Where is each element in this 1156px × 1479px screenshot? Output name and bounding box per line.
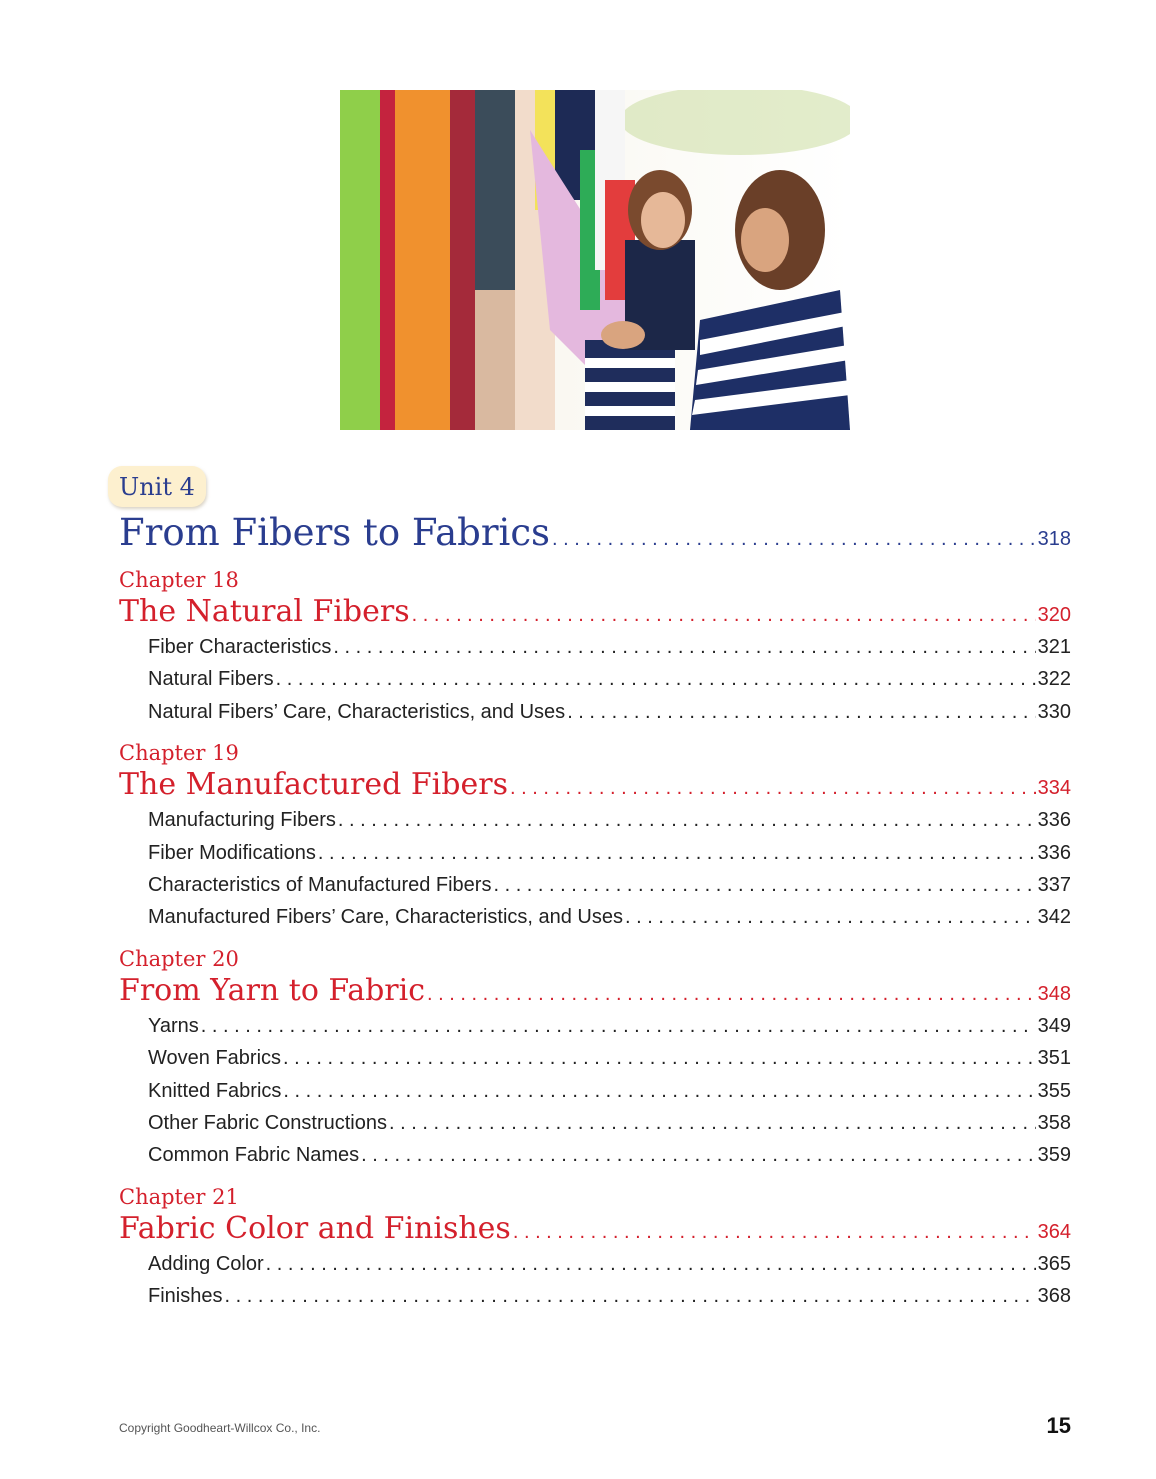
- chapter-title-entry[interactable]: [119, 1210, 1071, 1248]
- section-page-number: 359: [1037, 1144, 1071, 1167]
- section-page-number: 368: [1037, 1285, 1071, 1308]
- section-entry[interactable]: [119, 1010, 1071, 1042]
- section-entry[interactable]: [119, 631, 1071, 663]
- table-of-contents: [119, 466, 1071, 1313]
- section-page-number: 321: [1037, 636, 1071, 658]
- chapter-title-entry[interactable]: [119, 972, 1071, 1010]
- section-page-number: 336: [1037, 841, 1071, 864]
- dot-leader: [427, 983, 1036, 1006]
- page-number: 15: [1046, 1413, 1071, 1438]
- section-label: Yarns: [148, 1014, 199, 1037]
- section-page-number: 336: [1037, 809, 1071, 832]
- dot-leader: [318, 837, 1036, 869]
- section-entry[interactable]: [119, 1280, 1071, 1312]
- scarves-photo: [340, 90, 850, 430]
- photo-scarves-icon: [340, 90, 850, 430]
- section-entry[interactable]: [119, 837, 1071, 869]
- dot-leader: [201, 1010, 1036, 1042]
- dot-leader: [510, 777, 1036, 800]
- dot-leader: [338, 804, 1036, 836]
- dot-leader: [552, 528, 1036, 551]
- unit-title: From Fibers to Fabrics: [119, 511, 551, 554]
- section-page-number: 355: [1037, 1079, 1071, 1102]
- section-entry[interactable]: [119, 1107, 1071, 1139]
- section-page-number: 365: [1037, 1252, 1071, 1275]
- section-label: Fiber Characteristics: [148, 636, 332, 658]
- section-entry[interactable]: [119, 804, 1071, 836]
- chapter-title: The Manufactured Fibers: [119, 767, 508, 803]
- section-label: Fiber Modifications: [148, 841, 316, 864]
- section-label: Knitted Fabrics: [148, 1079, 282, 1102]
- chapter-page-number: 348: [1037, 982, 1071, 1005]
- section-page-number: 337: [1037, 874, 1071, 897]
- section-page-number: 358: [1037, 1112, 1071, 1135]
- section-page-number: 342: [1037, 906, 1071, 929]
- dot-leader: [625, 901, 1036, 933]
- chapter-number: Chapter 21: [119, 1184, 239, 1209]
- dot-leader: [567, 696, 1035, 728]
- section-label: Characteristics of Manufactured Fibers: [148, 874, 492, 897]
- dot-leader: [361, 1139, 1035, 1171]
- unit-title-entry[interactable]: [119, 511, 1071, 555]
- section-entry[interactable]: [119, 901, 1071, 933]
- section-entry[interactable]: [119, 696, 1071, 728]
- section-label: Finishes: [148, 1285, 223, 1308]
- unit-page-number: 318: [1037, 528, 1071, 550]
- section-entry[interactable]: [119, 869, 1071, 901]
- dot-leader: [333, 631, 1035, 663]
- section-label: Adding Color: [148, 1252, 264, 1275]
- chapter-title: From Yarn to Fabric: [119, 972, 426, 1008]
- chapter-page-number: 320: [1037, 604, 1071, 626]
- chapter-title: The Natural Fibers: [119, 594, 410, 629]
- dot-leader: [412, 604, 1036, 627]
- chapter-title: Fabric Color and Finishes: [119, 1210, 511, 1246]
- section-label: Natural Fibers: [148, 668, 274, 691]
- section-label: Manufacturing Fibers: [148, 809, 336, 832]
- section-label: Common Fabric Names: [148, 1144, 360, 1167]
- section-page-number: 349: [1037, 1014, 1071, 1037]
- section-entry[interactable]: [119, 1139, 1071, 1171]
- section-label: Manufactured Fibers’ Care, Characteristics, and Uses: [148, 906, 623, 929]
- chapter-number: Chapter 18: [119, 568, 239, 592]
- chapter-title-entry[interactable]: [119, 766, 1071, 804]
- chapter-number: Chapter 20: [119, 946, 239, 971]
- unit-badge: Unit 4: [108, 466, 206, 507]
- section-page-number: 330: [1037, 700, 1071, 723]
- section-entry[interactable]: [119, 1248, 1071, 1280]
- dot-leader: [283, 1042, 1036, 1074]
- section-page-number: 351: [1037, 1047, 1071, 1070]
- section-page-number: 322: [1037, 668, 1071, 691]
- chapter-number: Chapter 19: [119, 741, 239, 766]
- dot-leader: [276, 663, 1036, 695]
- section-label: Natural Fibers’ Care, Characteristics, and Uses: [148, 700, 566, 723]
- section-entry[interactable]: [119, 1042, 1071, 1074]
- chapter-page-number: 334: [1037, 777, 1071, 800]
- dot-leader: [389, 1107, 1036, 1139]
- dot-leader: [266, 1248, 1036, 1280]
- dot-leader: [513, 1221, 1036, 1244]
- dot-leader: [283, 1075, 1035, 1107]
- section-entry[interactable]: [119, 1075, 1071, 1107]
- dot-leader: [493, 869, 1035, 901]
- chapter-title-entry[interactable]: [119, 593, 1071, 631]
- copyright-notice: Copyright Goodheart-Willcox Co., Inc.: [119, 1421, 321, 1435]
- dot-leader: [224, 1280, 1035, 1312]
- section-label: Woven Fabrics: [148, 1047, 282, 1070]
- chapter-page-number: 364: [1037, 1220, 1071, 1243]
- section-label: Other Fabric Constructions: [148, 1112, 387, 1135]
- section-entry[interactable]: [119, 663, 1071, 695]
